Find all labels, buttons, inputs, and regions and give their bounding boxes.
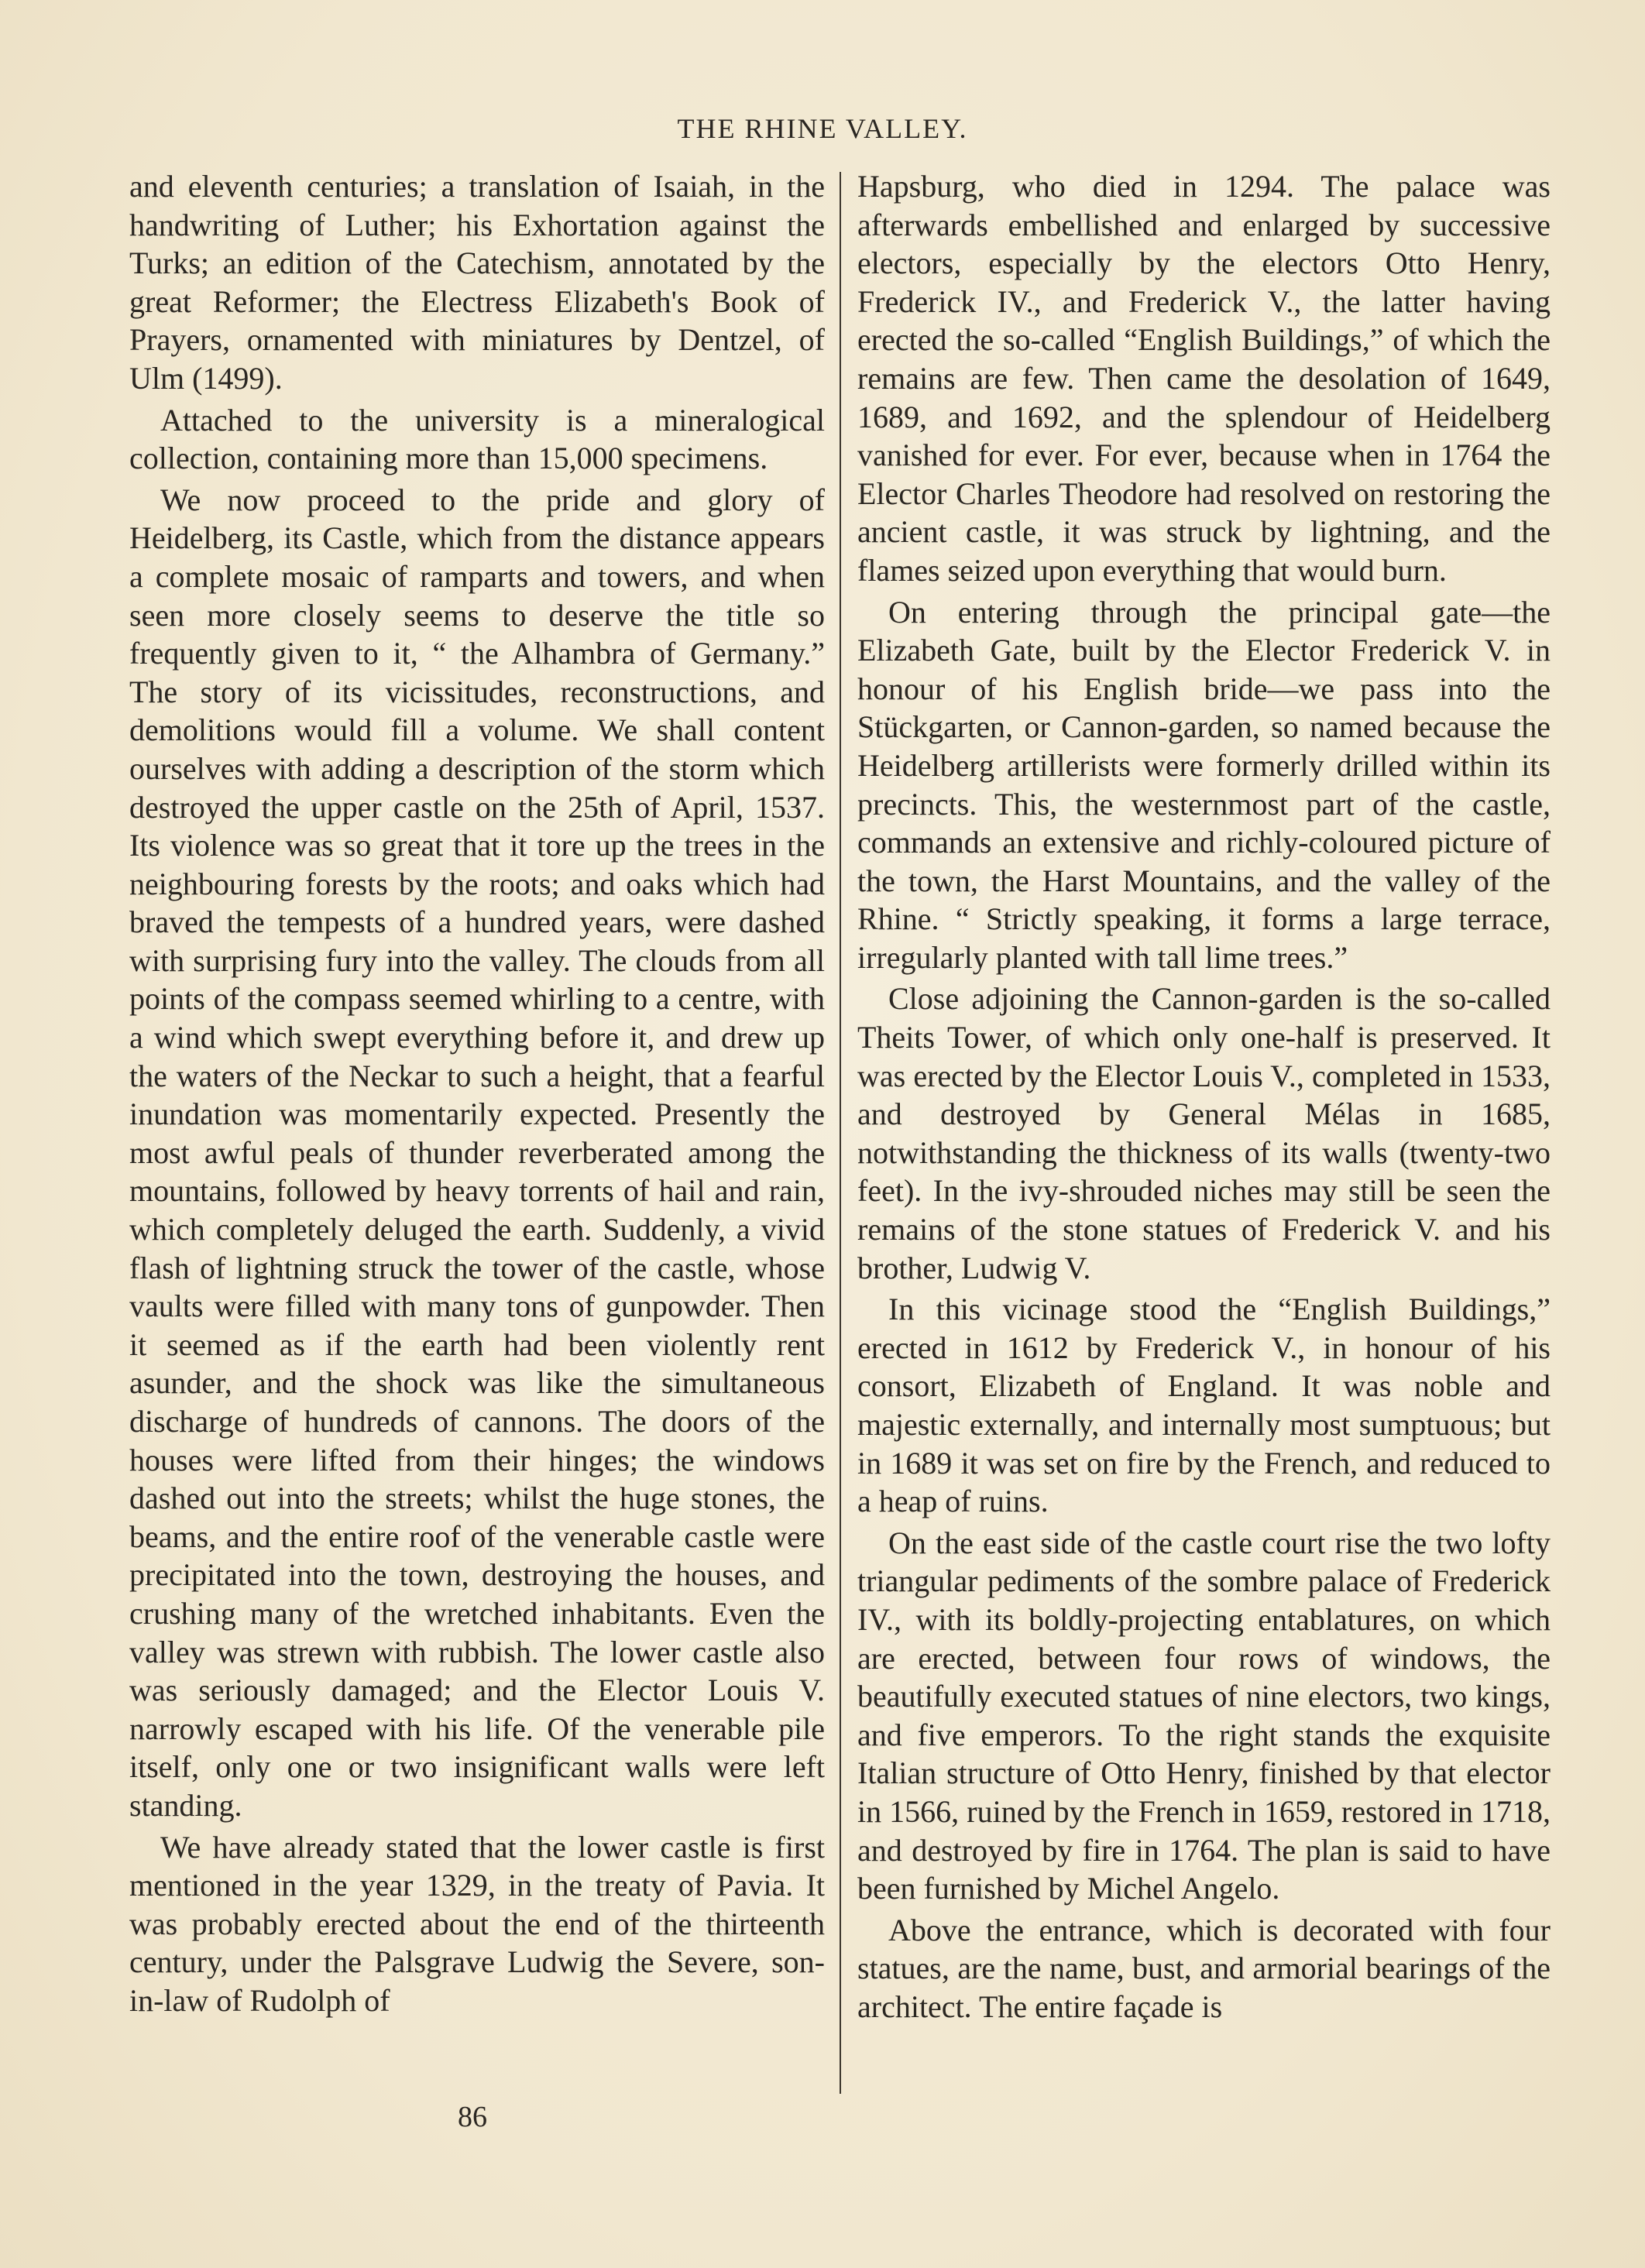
left-paragraph-3: We now proceed to the pride and glory of Heidelberg, its Castle, which from the distance appears a complete mosaic of ramparts and towers, and when seen more closely seems to deserve the title so frequently given to it, “ the Alhambra of Germany.” The story of its vicissitudes, reconstructions, and demolitions would fill a volume. We shall content ourselves with adding a description of the storm which destroyed the upper castle on the 25th of April, 1537. Its violence was so great that it tore up the trees in the neighbouring forests by the roots; and oaks which had braved the tempests of a hundred years, were dashed with surprising fury into the valley. The clouds from all points of the compass seemed whirling to a centre, with a wind which swept everything before it, and drew up the waters of the Neckar to such a height, that a fearful inundation was momentarily expected. Presently the most awful peals of thunder reverberated among the mountains, followed by heavy torrents of hail and rain, which completely deluged the earth. Suddenly, a vivid flash of lightning struck the tower of the castle, whose vaults were filled with many tons of gunpowder. Then it seemed as if the earth had been violently rent asunder, and the shock was like the simultaneous discharge of hundreds of cannons. The doors of the houses were lifted from their hinges; the windows dashed out into the streets; whilst the huge stones, the beams, and the entire roof of the venerable castle were precipitated into the town, destroying the houses, and crushing many of the wretched inhabitants. Even the valley was strewn with rubbish. The lower castle also was seriously damaged; and the Elector Louis V. narrowly escaped with his life. Of the venerable pile itself, only one or two insignificant walls were left standing. <box>129 482 825 1823</box>
right-paragraph-5: On the east side of the castle court rise the two lofty triangular pediments of the sombre palace of Frederick IV., with its boldly-projecting entablatures, on which are erected, between four rows of windows, the beautifully executed statues of nine electors, two kings, and five emperors. To the right stands the exquisite Italian structure of Otto Henry, finished by that elector in 1566, ruined by the French in 1659, restored in 1718, and destroyed by fire in 1764. The plan is said to have been furnished by Michel Angelo. <box>857 1525 1551 1906</box>
right-paragraph-6: Above the entrance, which is decorated with four statues, are the name, bust, and armorial bearings of the architect. The entire façade is <box>857 1912 1551 2024</box>
left-paragraph-4: We have already stated that the lower castle is first mentioned in the year 1329, in the treaty of Pavia. It was probably erected about the end of the thirteenth century, under the Palsgrave Ludwig the Severe, son-in-law of Rudolph of <box>129 1829 825 2018</box>
right-paragraph-3: Close adjoining the Cannon-garden is the so-called Theits Tower, of which only one-half is preserved. It was erected by the Elector Louis V., completed in 1533, and destroyed by General Mélas in 1685, notwithstanding the thickness of its walls (twenty-two feet). In the ivy-shrouded niches may still be seen the remains of the stone statues of Frederick V. and his brother, Ludwig V. <box>857 981 1551 1285</box>
right-paragraph-2: On entering through the principal gate—the Elizabeth Gate, built by the Elector Frederick V. in honour of his English bride—we pass into the Stückgarten, or Cannon-garden, so named because the Heidelberg artillerists were formerly drilled within its precincts. This, the westernmost part of the castle, commands an extensive and richly-coloured picture of the town, the Harst Mountains, and the valley of the Rhine. “ Strictly speaking, it forms a large terrace, irregularly planted with tall lime trees.” <box>857 594 1551 975</box>
right-paragraph-1: Hapsburg, who died in 1294. The palace was afterwards embellished and enlarged by successive electors, especially by the electors Otto Henry, Frederick IV., and Frederick V., the latter having erected the so-called “English Buildings,” of which the remains are few. Then came the desolation of 1649, 1689, and 1692, and the splendour of Heidelberg vanished for ever. For ever, because when in 1764 the Elector Charles Theodore had resolved on restoring the ancient castle, it was struck by lightning, and the flames seized upon everything that would burn. <box>857 169 1551 588</box>
left-paragraph-2: Attached to the university is a mineralogical collection, containing more than 15,000 specimens. <box>129 402 825 476</box>
left-paragraph-1: and eleventh centuries; a translation of Isaiah, in the handwriting of Luther; his Exhortation against the Turks; an edition of the Catechism, annotated by the great Reformer; the Electress Elizabeth's Book of Prayers, ornamented with miniatures by Dentzel, of Ulm (1499). <box>129 169 825 396</box>
column-divider <box>840 172 841 2094</box>
right-paragraph-4: In this vicinage stood the “English Buildings,” erected in 1612 by Frederick V., in honour of his consort, Elizabeth of England. It was noble and majestic externally, and internally most sumptuous; but in 1689 it was set on fire by the French, and reduced to a heap of ruins. <box>857 1292 1551 1519</box>
running-head: THE RHINE VALLEY. <box>677 113 968 144</box>
left-column <box>129 167 825 2023</box>
right-column <box>857 167 1551 2030</box>
page-number: 86 <box>458 2101 487 2133</box>
